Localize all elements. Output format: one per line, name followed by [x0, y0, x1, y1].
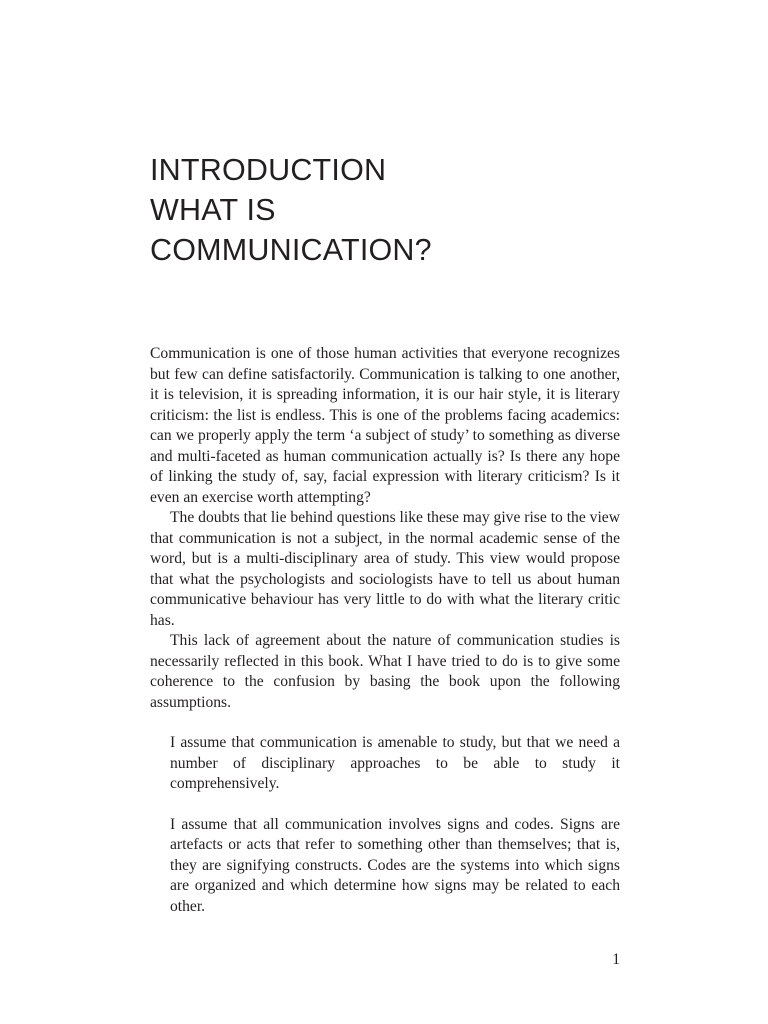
chapter-title-line-2: WHAT IS [150, 193, 276, 227]
assumption-2: I assume that all communication involves signs and codes. Signs are artefacts or acts that refer to something other than themselves; that is, they are signifying constructs. Codes are the systems into which signs are organized and which determine how signs may be related to each other. [170, 815, 620, 915]
chapter-title-line-3: COMMUNICATION? [150, 233, 432, 267]
assumptions-list [150, 733, 620, 917]
paragraph-1: Communication is one of those human activities that everyone recognizes but few can define satisfactorily. Communication is talking to one another, it is television, it is spreading information, it is our hair style, it is literary criticism: the list is endless. This is one of the problems facing academics: can we properly apply the term ‘a subject of study’ to something as diverse and multi-faceted as human communication actually is? Is there any hope of linking the study of, say, facial expression with literary criticism? Is it even an exercise worth attempting? [150, 345, 620, 506]
paragraph-2: The doubts that lie behind questions like these may give rise to the view that communication is not a subject, in the normal academic sense of the word, but is a multi-disciplinary area of study. This view would propose that what the psychologists and sociologists have to tell us about human communicative behaviour has very little to do with what the literary critic has. [150, 509, 620, 629]
page-number: 1 [612, 951, 620, 968]
chapter-title-line-1: INTRODUCTION [150, 153, 387, 187]
paragraph-3: This lack of agreement about the nature of communication studies is necessarily reflected in this book. What I have tried to do is to give some coherence to the confusion by basing the book upon the following assumptions. [150, 632, 620, 711]
body-text [150, 344, 620, 937]
chapter-title [150, 150, 620, 270]
assumption-1: I assume that communication is amenable to study, but that we need a number of disciplinary approaches to be able to study it comprehensively. [170, 734, 620, 792]
